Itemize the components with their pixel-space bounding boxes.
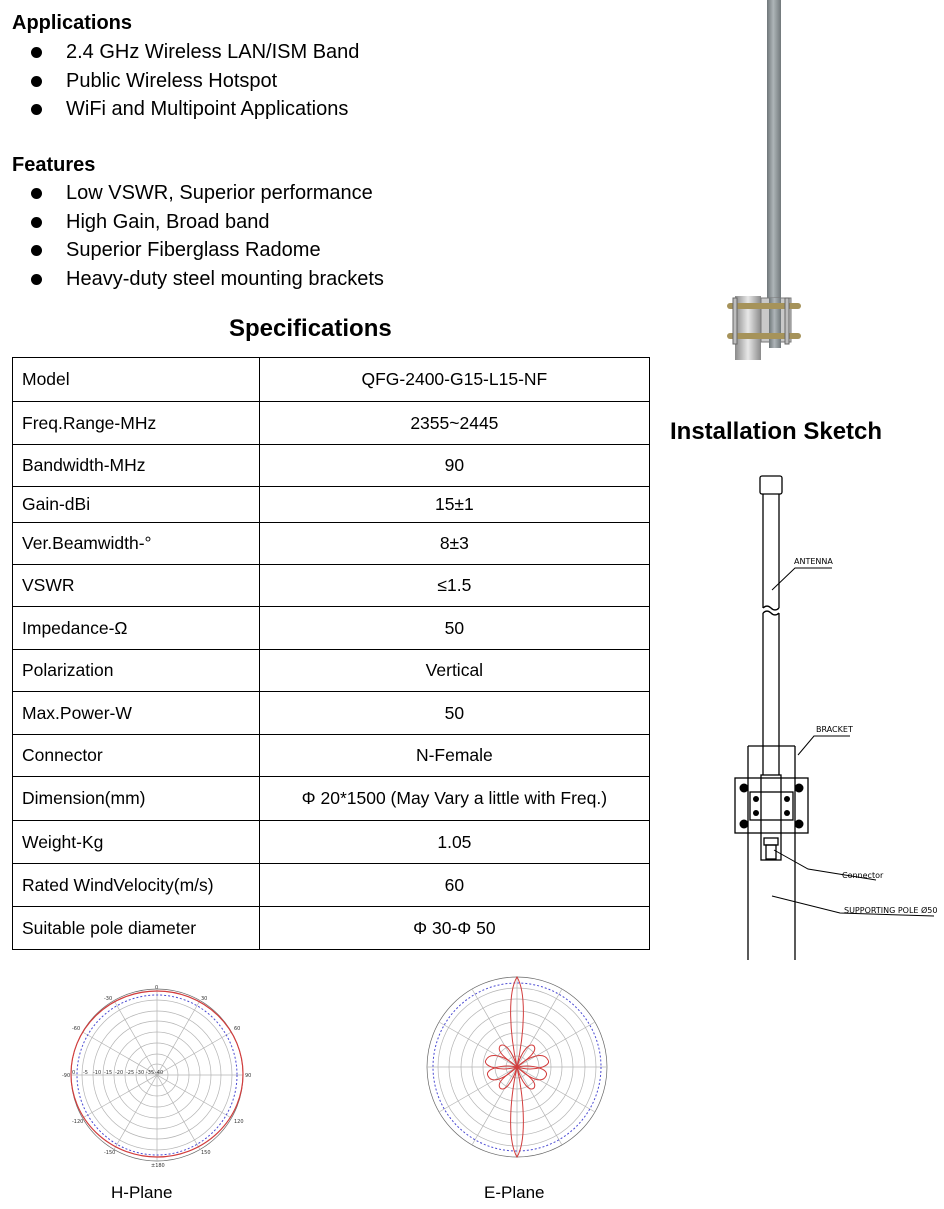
features-heading: Features [12,154,96,176]
bolt-icon [784,810,790,816]
spec-value: 50 [259,692,649,735]
installation-sketch [690,470,940,962]
spec-label: Gain-dBi [13,487,260,523]
spec-value: Vertical [259,650,649,692]
spec-value: QFG-2400-G15-L15-NF [259,358,649,402]
table-row [13,907,650,950]
bolt-icon [795,784,804,793]
table-row [13,565,650,607]
antenna-photo [725,0,805,362]
angle-label: 30 [201,996,208,1002]
spec-label: Freq.Range-MHz [13,402,260,445]
list-item: Superior Fiberglass Radome [28,236,384,265]
list-item: 2.4 GHz Wireless LAN/ISM Band [28,38,359,67]
spec-label: Impedance-Ω [13,607,260,650]
spec-value: N-Female [259,735,649,777]
h-plane-label: H-Plane [111,1183,173,1202]
specifications-table [12,357,650,950]
bracket-label: BRACKET [816,725,853,734]
ring-label: -25 [126,1070,135,1076]
bolt-icon [795,820,804,829]
installation-title: Installation Sketch [670,418,883,445]
spec-label: Max.Power-W [13,692,260,735]
ring-label: -40 [155,1070,164,1076]
spec-label: Suitable pole diameter [13,907,260,950]
bolt-icon [740,784,749,793]
bullet-icon [31,47,42,58]
angle-label: -150 [104,1150,116,1156]
h-plane-pattern [62,985,256,1170]
ring-label: 0 [72,1070,76,1076]
applications-list [28,38,359,124]
angle-label: 60 [234,1026,241,1032]
angle-label: -120 [72,1119,84,1125]
angle-label: 150 [201,1150,211,1156]
bullet-icon [31,217,42,228]
spec-value: 1.05 [259,821,649,864]
spec-label: Dimension(mm) [13,777,260,821]
ring-label: -20 [115,1070,124,1076]
angle-label: 120 [234,1119,244,1125]
spec-value: 15±1 [259,487,649,523]
spec-label: Bandwidth-MHz [13,445,260,487]
spec-label: Polarization [13,650,260,692]
spec-label: VSWR [13,565,260,607]
bullet-icon [31,188,42,199]
features-list [28,179,384,293]
spec-label: Connector [13,735,260,777]
e-plane-label: E-Plane [484,1183,545,1202]
table-row [13,692,650,735]
spec-value: 2355~2445 [259,402,649,445]
bolt-icon [740,820,749,829]
bullet-icon [31,274,42,285]
antenna-label: ANTENNA [794,557,833,566]
table-row [13,487,650,523]
bullet-icon [31,245,42,256]
bolt-icon [753,796,759,802]
table-row [13,607,650,650]
spec-label: Rated WindVelocity(m/s) [13,864,260,907]
ring-label: -35 [146,1070,155,1076]
spec-value: 90 [259,445,649,487]
angle-label: 0 [155,985,159,991]
e-plane-pattern [420,970,614,1168]
spec-label: Ver.Beamwidth-° [13,523,260,565]
angle-label: 90 [245,1073,252,1079]
applications-heading: Applications [12,12,133,34]
table-row [13,864,650,907]
list-item: Public Wireless Hotspot [28,67,359,96]
h-plane-ring-labels [72,1070,163,1076]
list-item: High Gain, Broad band [28,208,384,237]
spec-value: ≤1.5 [259,565,649,607]
table-row [13,358,650,402]
angle-label: ±180 [151,1163,165,1169]
spec-label: Weight-Kg [13,821,260,864]
angle-label: -60 [72,1026,81,1032]
table-row [13,650,650,692]
angle-label: -90 [62,1073,71,1079]
supporting-pole-label: SUPPORTING POLE Ø50 [844,906,938,915]
bullet-icon [31,104,42,115]
spec-value: 8±3 [259,523,649,565]
bolt-icon [753,810,759,816]
ring-label: -30 [136,1070,145,1076]
table-row [13,821,650,864]
bullet-icon [31,76,42,87]
spec-value: 50 [259,607,649,650]
ring-label: -10 [93,1070,102,1076]
table-row [13,523,650,565]
spec-label: Model [13,358,260,402]
list-item: Heavy-duty steel mounting brackets [28,265,384,294]
ring-label: -5 [83,1070,88,1076]
table-row [13,445,650,487]
spec-value: Φ 20*1500 (May Vary a little with Freq.) [259,777,649,821]
table-row [13,735,650,777]
ring-label: -15 [104,1070,113,1076]
spec-value: Φ 30-Φ 50 [259,907,649,950]
table-row [13,777,650,821]
list-item: Low VSWR, Superior performance [28,179,384,208]
connector-label: Connector [842,871,884,880]
table-row [13,402,650,445]
angle-label: -30 [104,996,113,1002]
bolt-icon [784,796,790,802]
spec-value: 60 [259,864,649,907]
specifications-title: Specifications [229,315,392,342]
list-item: WiFi and Multipoint Applications [28,95,359,124]
